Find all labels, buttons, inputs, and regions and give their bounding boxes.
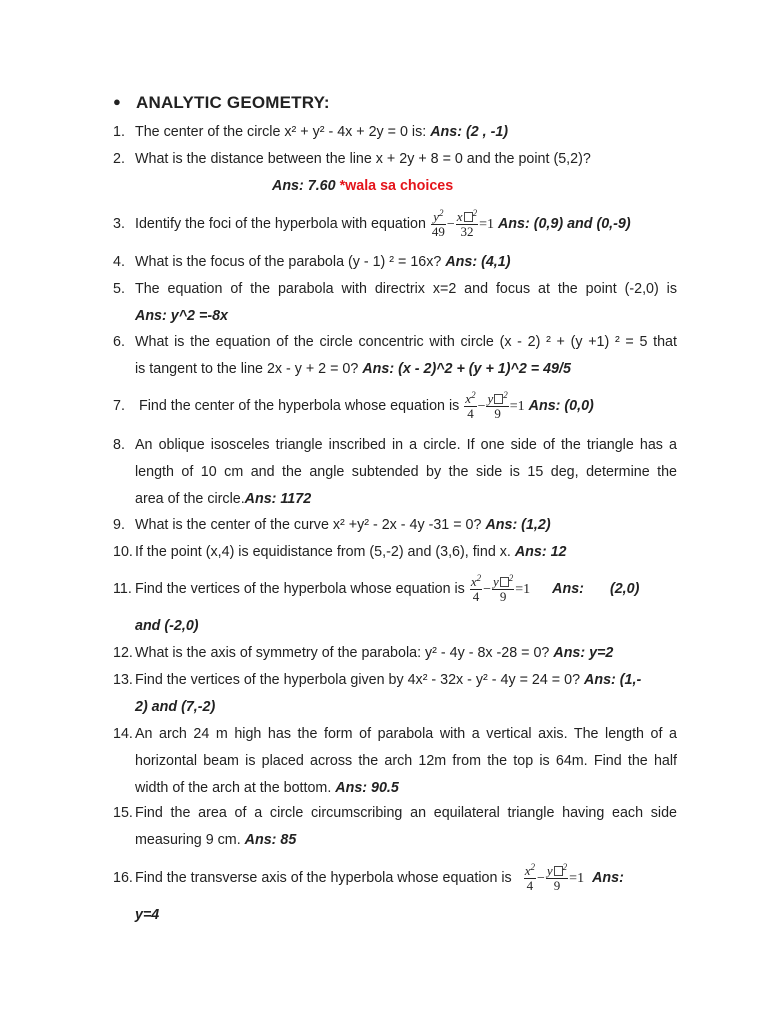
question-number: 15. [113, 805, 133, 821]
question-number: 1. [113, 124, 125, 140]
question-text: is tangent to the line 2x - y + 2 = 0? [135, 361, 359, 377]
question-text: An oblique isosceles triangle inscribed in a circle. If one side of the triangle has a [135, 437, 677, 453]
answer: Ans: 7.60 [272, 178, 336, 194]
heading-text: ANALYTIC GEOMETRY: [136, 93, 330, 112]
question-8 [113, 432, 677, 513]
equation-fraction: $\frac{x ^2}{32}$ [456, 207, 478, 239]
question-1 [113, 119, 677, 146]
answer: Ans: [592, 870, 624, 886]
equation-fraction: $\frac{x^2}{4}$ [524, 861, 535, 893]
answer: (2,0) [609, 581, 640, 597]
bullet-icon: ● [113, 94, 122, 109]
equation-fraction: $\frac{y ^2}{9}$ [546, 861, 568, 893]
question-number: 13. [113, 672, 133, 688]
answer: Ans: 1172 [244, 491, 312, 507]
question-text: Find the transverse axis of the hyperbola whose equation is [135, 870, 512, 886]
answer: y=4 [135, 907, 160, 923]
answer: Ans: y^2 =-8x [135, 308, 228, 324]
question-text: Find the vertices of the hyperbola whose equation is [135, 581, 465, 597]
question-number: 10. [113, 544, 133, 560]
answer: Ans: 85 [244, 832, 297, 848]
question-11-answer-row [113, 613, 677, 640]
question-text: What is the distance between the line x + 2y + 8 = 0 and the point (5,2)? [135, 151, 591, 167]
question-text: Find the area of a circle circumscribing an equilateral triangle having each side [135, 805, 677, 821]
answer: Ans: [552, 581, 584, 597]
question-text: area of the circle. [135, 491, 245, 507]
question-text: Find the center of the hyperbola whose equation is [139, 398, 460, 414]
question-text: measuring 9 cm. [135, 832, 241, 848]
question-9 [113, 512, 677, 539]
question-number: 9. [113, 517, 125, 533]
question-3: 3. Identify the foci of the hyperbola with equation $\frac{y^2}{49}$ − $\frac{x ^2}{32}$ =1 Ans: (0,9) and (0,-9) [113, 207, 631, 239]
question-6 [113, 329, 677, 383]
question-number: 12. [113, 645, 133, 661]
answer: Ans: (0,0) [528, 398, 594, 414]
question-text: If the point (x,4) is equidistance from (5,-2) and (3,6), find x. [135, 544, 511, 560]
answer-note: *wala sa choices [339, 178, 454, 194]
answer: Ans: 90.5 [335, 780, 399, 796]
question-number: 5. [113, 281, 125, 297]
question-16: 16. Find the transverse axis of the hyperbola whose equation is $\frac{x^2}{4}$ − $\frac{y ^2}{9}$ =1 Ans: [113, 861, 624, 893]
answer: Ans: (1,2) [485, 517, 551, 533]
answer: Ans: (1,- [584, 672, 642, 688]
question-10 [113, 539, 677, 566]
answer: and (-2,0) [135, 618, 199, 634]
question-text: What is the equation of the circle concentric with circle (x - 2) ² + (y +1) ² = 5 that [135, 334, 677, 350]
equation-fraction: $\frac{x^2}{4}$ [465, 389, 476, 421]
question-text: horizontal beam is placed across the arch 12m from the top is 64m. Find the half [135, 753, 677, 769]
question-text: The center of the circle x² + y² - 4x + 2y = 0 is: [135, 124, 427, 140]
question-text: The equation of the parabola with directrix x=2 and focus at the point (-2,0) is [135, 281, 677, 297]
question-4 [113, 249, 677, 276]
question-number: 16. [113, 870, 133, 886]
question-number: 8. [113, 437, 125, 453]
question-text: length of 10 cm and the angle subtended by the side is 15 deg, determine the [135, 464, 677, 480]
question-11: 11. Find the vertices of the hyperbola whose equation is $\frac{x^2}{4}$ − $\frac{y ^2}{9}$ =1 Ans: (2,0) [113, 572, 640, 604]
answer: Ans: (4,1) [445, 254, 511, 270]
question-13 [113, 667, 677, 721]
question-2-answer-row [272, 173, 672, 200]
question-text: What is the center of the curve x² +y² - 2x - 4y -31 = 0? [135, 517, 482, 533]
question-14 [113, 721, 677, 802]
section-heading [113, 93, 330, 113]
question-text: width of the arch at the bottom. [135, 780, 332, 796]
question-16-answer-row [113, 902, 677, 929]
question-text: Identify the foci of the hyperbola with equation [135, 216, 426, 232]
question-15 [113, 800, 677, 854]
question-7: 7. Find the center of the hyperbola whose equation is $\frac{x^2}{4}$ − $\frac{y ^2}{9}$ =1 Ans: (0,0) [113, 389, 594, 421]
question-number: 14. [113, 726, 133, 742]
question-5 [113, 276, 677, 330]
question-text: What is the focus of the parabola (y - 1) ² = 16x? [135, 254, 442, 270]
answer: Ans: (0,9) and (0,-9) [497, 216, 631, 232]
question-text: What is the axis of symmetry of the parabola: y² - 4y - 8x -28 = 0? [135, 645, 550, 661]
answer: Ans: (2 , -1) [430, 124, 509, 140]
answer: 2) and (7,-2) [135, 699, 216, 715]
question-number: 2. [113, 151, 125, 167]
question-text: An arch 24 m high has the form of parabola with a vertical axis. The length of a [135, 726, 677, 742]
question-number: 4. [113, 254, 125, 270]
answer: Ans: (x - 2)^2 + (y + 1)^2 = 49/5 [362, 361, 571, 377]
question-number: 3. [113, 216, 125, 232]
equation-fraction: $\frac{x^2}{4}$ [470, 572, 482, 604]
question-number: 11. [113, 581, 132, 597]
equation-fraction: $\frac{y^2}{49}$ [431, 207, 445, 239]
question-text: Find the vertices of the hyperbola given by 4x² - 32x - y² - 4y = 24 = 0? [135, 672, 581, 688]
answer: Ans: y=2 [553, 645, 614, 661]
equation-fraction: $\frac{y ^2}{9}$ [487, 389, 508, 421]
question-12 [113, 640, 677, 667]
equation-fraction: $\frac{y ^2}{9}$ [493, 572, 514, 604]
question-number: 7. [113, 398, 125, 414]
question-number: 6. [113, 334, 125, 350]
answer: Ans: 12 [514, 544, 567, 560]
question-2 [113, 146, 677, 173]
